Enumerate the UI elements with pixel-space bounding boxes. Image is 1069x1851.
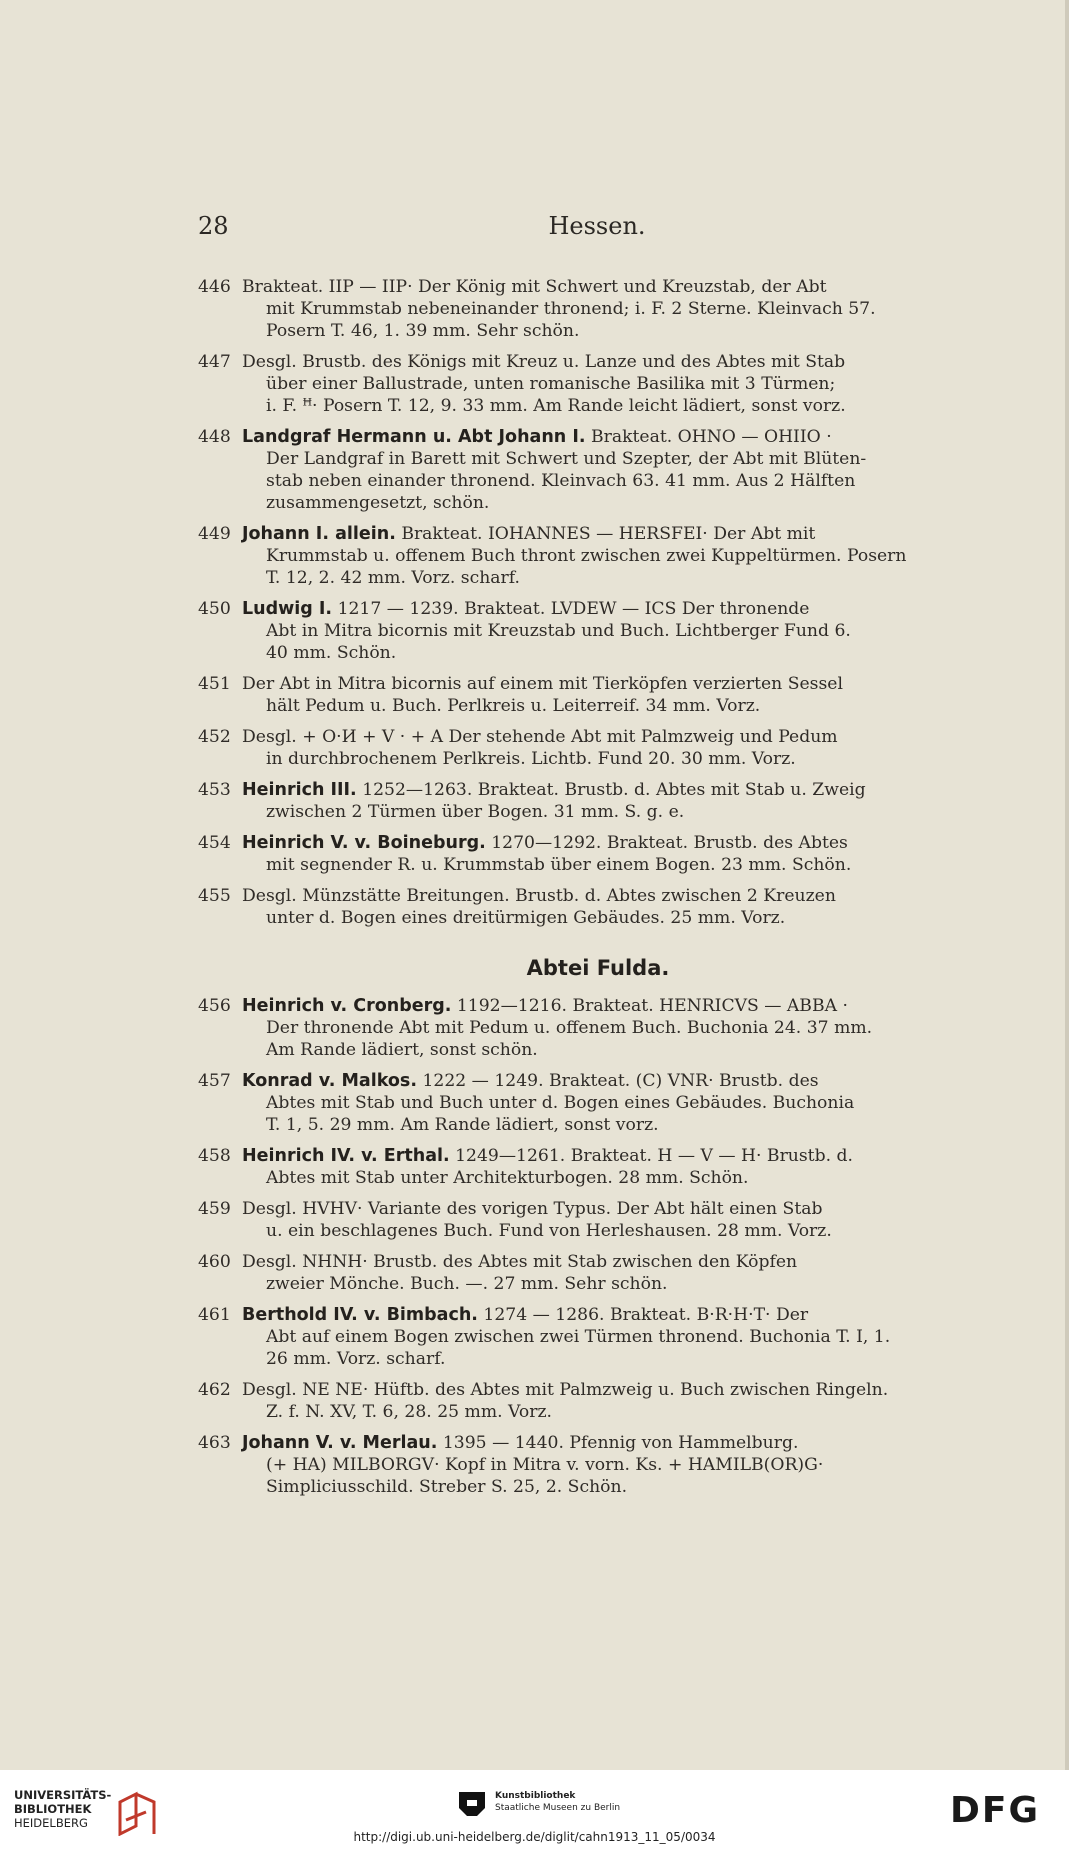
- catalogue-entry: [198, 1070, 998, 1136]
- ruler-name: Johann V. v. Merlau.: [242, 1433, 438, 1453]
- page-title: Hessen.: [548, 212, 646, 240]
- ub-line-1: UNIVERSITÄTS-: [14, 1788, 112, 1802]
- catalogue-entry: [198, 832, 998, 876]
- entry-text-line: Am Rande lädiert, sonst schön.: [266, 1040, 538, 1060]
- entry-number: 461: [198, 1305, 231, 1325]
- entry-number: 452: [198, 727, 231, 747]
- entry-text-line: zwischen 2 Türmen über Bogen. 31 mm. S. g. e.: [266, 802, 685, 822]
- entry-text-line: (+ HA) MILBORGV· Kopf in Mitra v. vorn. Ks. + HAMILB(OR)G·: [266, 1455, 824, 1475]
- entry-text-line: Abt auf einem Bogen zwischen zwei Türmen thronend. Buchonia T. I, 1.: [266, 1327, 891, 1347]
- catalogue-entry: [198, 885, 998, 929]
- entry-text-line: Desgl. NHNH· Brustb. des Abtes mit Stab zwischen den Köpfen: [242, 1252, 798, 1272]
- catalogue-entry: [198, 598, 998, 664]
- catalogue-entry: [198, 1145, 998, 1189]
- entry-number: 463: [198, 1433, 231, 1453]
- entry-text-line: Desgl. + O·И + V · + A Der stehende Abt mit Palmzweig und Pedum: [242, 727, 838, 747]
- entry-text-line: Abtes mit Stab und Buch unter d. Bogen eines Gebäudes. Buchonia: [266, 1093, 855, 1113]
- catalogue-entry: [198, 673, 998, 717]
- entry-text-line: hält Pedum u. Buch. Perlkreis u. Leiterreif. 34 mm. Vorz.: [266, 696, 761, 716]
- catalogue-entry: [198, 1304, 998, 1370]
- entry-number: 451: [198, 674, 231, 694]
- catalogue-entry: [198, 726, 998, 770]
- section-title: Abtei Fulda.: [526, 956, 670, 980]
- entry-text-line: zweier Mönche. Buch. —. 27 mm. Sehr schön.: [266, 1274, 668, 1294]
- ruler-name: Heinrich III.: [242, 780, 357, 800]
- entry-number: 458: [198, 1146, 231, 1166]
- entry-text-line: in durchbrochenem Perlkreis. Lichtb. Fund 20. 30 mm. Vorz.: [266, 749, 796, 769]
- eagle-icon: [455, 1788, 489, 1822]
- entry-number: 457: [198, 1071, 231, 1091]
- entry-text-line: zusammengesetzt, schön.: [266, 493, 490, 513]
- entry-number: 456: [198, 996, 231, 1016]
- entry-text-line: 1395 — 1440. Pfennig von Hammelburg.: [442, 1433, 799, 1453]
- catalogue-entry: [198, 351, 998, 417]
- kb-line-2: Staatliche Museen zu Berlin: [495, 1803, 621, 1813]
- ruler-name: Heinrich v. Cronberg.: [242, 996, 452, 1016]
- entry-text-line: Krummstab u. offenem Buch thront zwischen zwei Kuppeltürmen. Posern: [266, 546, 907, 566]
- ruler-name: Landgraf Hermann u. Abt Johann I.: [242, 427, 586, 447]
- ruler-name: Heinrich V. v. Boineburg.: [242, 833, 486, 853]
- catalogue-entry: [198, 1251, 998, 1295]
- entry-text-line: Brakteat. IIP — IIP· Der König mit Schwert und Kreuzstab, der Abt: [242, 277, 827, 297]
- permalink-url[interactable]: http://digi.ub.uni-heidelberg.de/diglit/cahn1913_11_05/0034: [353, 1830, 716, 1844]
- entry-text-line: 1270—1292. Brakteat. Brustb. des Abtes: [491, 833, 848, 853]
- entries-fulda: [198, 995, 998, 1498]
- entry-text-line: Desgl. NE NE· Hüftb. des Abtes mit Palmzweig u. Buch zwischen Ringeln.: [242, 1380, 889, 1400]
- catalogue-entry: [198, 1198, 998, 1242]
- ruler-name: Berthold IV. v. Bimbach.: [242, 1305, 478, 1325]
- ub-line-3: HEIDELBERG: [14, 1816, 88, 1830]
- kunstbibliothek-logo[interactable]: [455, 1788, 655, 1822]
- ruler-name: Johann I. allein.: [242, 524, 396, 544]
- entry-text-line: Abt in Mitra bicornis mit Kreuzstab und Buch. Lichtberger Fund 6.: [266, 621, 851, 641]
- dfg-logo[interactable]: DFG: [950, 1790, 1041, 1831]
- entry-text-line: T. 1, 5. 29 mm. Am Rande lädiert, sonst vorz.: [266, 1115, 659, 1135]
- entry-text-line: Posern T. 46, 1. 39 mm. Sehr schön.: [266, 321, 580, 341]
- entry-text-line: mit Krummstab nebeneinander thronend; i. F. 2 Sterne. Kleinvach 57.: [266, 299, 876, 319]
- entry-text-line: Desgl. Münzstätte Breitungen. Brustb. d. Abtes zwischen 2 Kreuzen: [242, 886, 836, 906]
- catalogue-entry: [198, 995, 998, 1061]
- entry-text-line: Desgl. Brustb. des Königs mit Kreuz u. Lanze und des Abtes mit Stab: [242, 352, 846, 372]
- entry-text-line: 1274 — 1286. Brakteat. B·R·H·T· Der: [483, 1305, 809, 1325]
- catalogue-entry: [198, 426, 998, 514]
- entry-number: 455: [198, 886, 231, 906]
- entry-text-line: Der thronende Abt mit Pedum u. offenem Buch. Buchonia 24. 37 mm.: [266, 1018, 873, 1038]
- entry-number: 460: [198, 1252, 231, 1272]
- entry-text-line: Simpliciusschild. Streber S. 25, 2. Schön.: [266, 1477, 628, 1497]
- entry-text-line: Brakteat. IOHANNES — HERSFEI· Der Abt mit: [401, 524, 816, 544]
- catalogue-entry: [198, 1379, 998, 1423]
- catalogue-entry: [198, 276, 998, 342]
- entry-text-line: Desgl. HVHV· Variante des vorigen Typus. Der Abt hält einen Stab: [242, 1199, 823, 1219]
- entry-text-line: u. ein beschlagenes Buch. Fund von Herleshausen. 28 mm. Vorz.: [266, 1221, 832, 1241]
- entry-text-line: mit segnender R. u. Krummstab über einem Bogen. 23 mm. Schön.: [266, 855, 852, 875]
- entry-number: 449: [198, 524, 231, 544]
- entry-text-line: 1217 — 1239. Brakteat. LVDEW — ICS Der thronende: [337, 599, 810, 619]
- entry-text-line: 1192—1216. Brakteat. HENRICVS — ABBA ·: [456, 996, 848, 1016]
- kb-line-1: Kunstbibliothek: [495, 1791, 576, 1801]
- entry-number: 459: [198, 1199, 231, 1219]
- entry-number: 450: [198, 599, 231, 619]
- entry-number: 462: [198, 1380, 231, 1400]
- entry-text-line: unter d. Bogen eines dreitürmigen Gebäudes. 25 mm. Vorz.: [266, 908, 786, 928]
- page-header: [198, 212, 996, 246]
- entries-hessen: [198, 276, 998, 929]
- ruler-name: Heinrich IV. v. Erthal.: [242, 1146, 450, 1166]
- entry-text-line: 1222 — 1249. Brakteat. (C) VNR· Brustb. des: [422, 1071, 819, 1091]
- ruler-name: Ludwig I.: [242, 599, 333, 619]
- entry-text-line: Abtes mit Stab unter Architekturbogen. 28 mm. Schön.: [266, 1168, 749, 1188]
- entry-number: 453: [198, 780, 231, 800]
- entry-number: 454: [198, 833, 231, 853]
- catalogue-entry: [198, 1432, 998, 1498]
- entry-text-line: über einer Ballustrade, unten romanische Basilika mit 3 Türmen;: [266, 374, 836, 394]
- ub-line-2: BIBLIOTHEK: [14, 1802, 92, 1816]
- entry-number: 447: [198, 352, 231, 372]
- entry-number: 448: [198, 427, 231, 447]
- entry-text-line: T. 12, 2. 42 mm. Vorz. scharf.: [266, 568, 520, 588]
- entry-number: 446: [198, 277, 231, 297]
- entry-text-line: 1252—1263. Brakteat. Brustb. d. Abtes mit Stab u. Zweig: [362, 780, 866, 800]
- catalogue-entries: [198, 276, 998, 1507]
- entry-text-line: Der Abt in Mitra bicornis auf einem mit Tierköpfen verzierten Sessel: [242, 674, 843, 694]
- footer: [0, 1770, 1069, 1851]
- entry-text-line: Brakteat. OHNO — OHIIO ·: [590, 427, 832, 447]
- catalogue-entry: [198, 523, 998, 589]
- entry-text-line: i. F. ꟸ· Posern T. 12, 9. 33 mm. Am Rande leicht lädiert, sonst vorz.: [266, 396, 846, 416]
- entry-text-line: 40 mm. Schön.: [266, 643, 397, 663]
- ruler-name: Konrad v. Malkos.: [242, 1071, 417, 1091]
- entry-text-line: 1249—1261. Brakteat. H — V — H· Brustb. d.: [455, 1146, 853, 1166]
- entry-text-line: 26 mm. Vorz. scharf.: [266, 1349, 446, 1369]
- catalogue-entry: [198, 779, 998, 823]
- entry-text-line: Z. f. N. XV, T. 6, 28. 25 mm. Vorz.: [266, 1402, 552, 1422]
- page-number: 28: [198, 212, 229, 240]
- entry-text-line: stab neben einander thronend. Kleinvach 63. 41 mm. Aus 2 Hälften: [266, 471, 856, 491]
- entry-text-line: Der Landgraf in Barett mit Schwert und Szepter, der Abt mit Blüten-: [266, 449, 867, 469]
